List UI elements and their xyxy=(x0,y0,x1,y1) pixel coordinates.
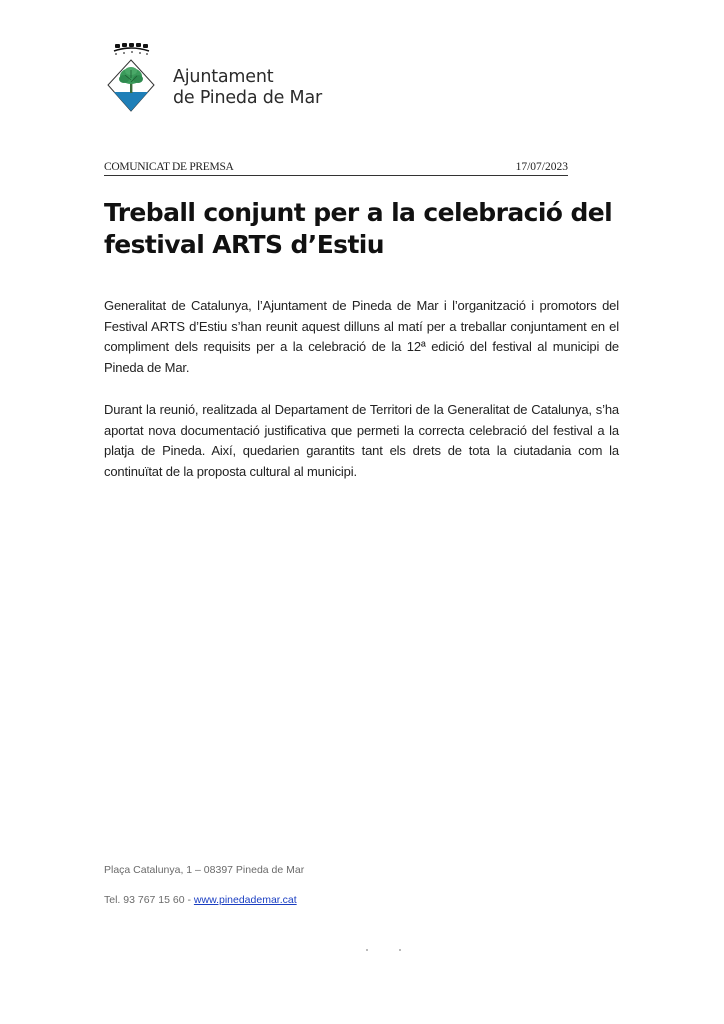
organization-name xyxy=(173,67,322,109)
footer-contact xyxy=(104,894,297,906)
footer-address: Plaça Catalunya, 1 – 08397 Pineda de Mar xyxy=(104,864,305,876)
article-paragraph-1: Generalitat de Catalunya, l’Ajuntament de Pineda de Mar i l’organització i promotors del Festival ARTS d’Estiu s’han reunit aquest dilluns al matí per a treballar conjuntament en el compliment dels requisits per a la celebració de la 12ª edició del festival al municipi de Pineda de Mar. xyxy=(104,298,619,375)
footer-phone: Tel. 93 767 15 60 - xyxy=(104,894,194,906)
website-link[interactable]: www.pinedademar.cat xyxy=(193,894,297,906)
coat-of-arms-icon xyxy=(104,40,156,114)
document-type-label: COMUNICAT DE PREMSA xyxy=(104,161,234,173)
org-name-line2: de Pineda de Mar xyxy=(173,88,322,108)
org-name-line1: Ajuntament xyxy=(173,67,274,87)
article-paragraph-2: Durant la reunió, realitzada al Departament de Territori de la Generalitat de Catalunya, s’ha aportat nova documentació justificativa que permeti la correcta celebració del festival a la platja de Pineda. Així, quedarien garantits tant els drets de tota la ciutadania com la continuïtat de la proposta cultural al municipi. xyxy=(104,402,619,479)
scan-artifact-dot xyxy=(399,949,401,951)
document-date: 17/07/2023 xyxy=(515,161,568,173)
scan-artifact-dot xyxy=(366,949,368,951)
letterhead-logo xyxy=(104,40,156,114)
document-header-line xyxy=(104,161,568,176)
article-title: Treball conjunt per a la celebració del festival ARTS d’Estiu xyxy=(104,198,613,259)
